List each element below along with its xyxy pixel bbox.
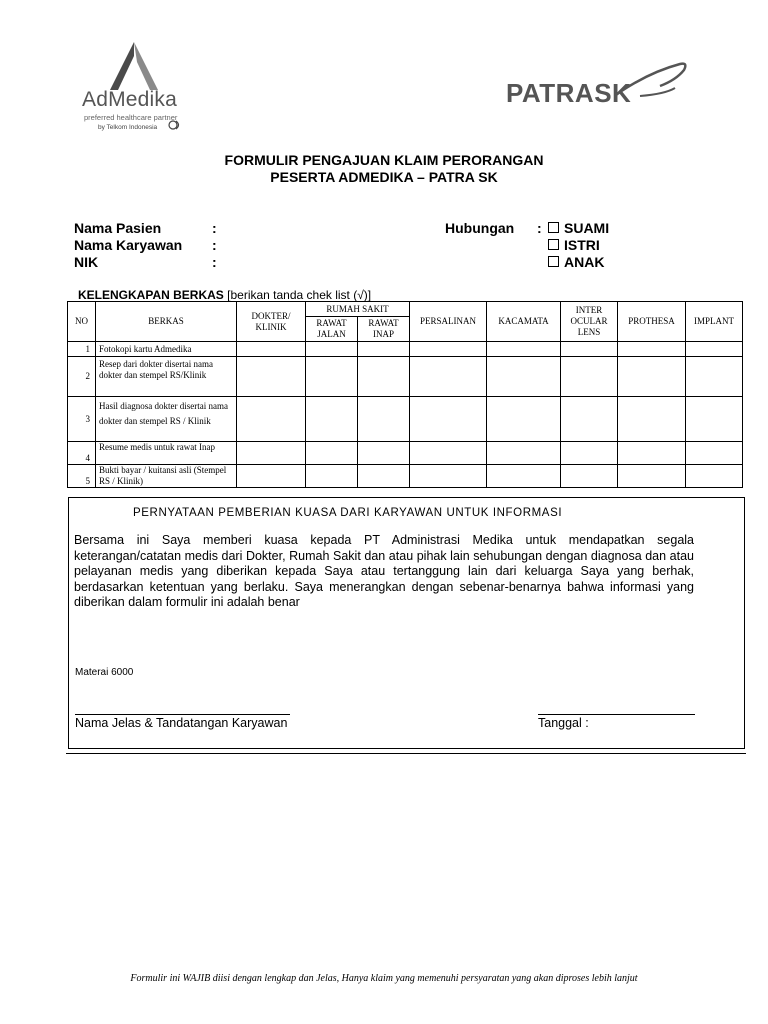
form-title-line1: FORMULIR PENGAJUAN KLAIM PERORANGAN — [224, 152, 544, 168]
cell-implant[interactable] — [686, 442, 743, 465]
form-title-line2: PESERTA ADMEDIKA – PATRA SK — [270, 169, 498, 185]
nik-colon[interactable]: : — [212, 254, 217, 270]
row-no: 5 — [68, 465, 96, 488]
header-persalinan: PERSALINAN — [410, 302, 487, 342]
kelengkapan-heading — [78, 288, 371, 302]
header-implant: IMPLANT — [686, 302, 743, 342]
cell-prothesa[interactable] — [618, 465, 686, 488]
checkbox-suami[interactable] — [548, 222, 559, 233]
declaration-title: PERNYATAAN PEMBERIAN KUASA DARI KARYAWAN UNTUK INFORMASI — [133, 507, 563, 519]
row-berkas: Resep dari dokter disertai nama dokter dan stempel RS/Klinik — [96, 357, 237, 397]
date-line[interactable] — [538, 714, 695, 715]
cell-rawat-jalan[interactable] — [306, 342, 358, 357]
cell-inter-ocular[interactable] — [561, 442, 618, 465]
cell-inter-ocular[interactable] — [561, 397, 618, 442]
materai-label: Materai 6000 — [75, 667, 134, 678]
hubungan-label: Hubungan — [445, 220, 515, 236]
cell-dokter[interactable] — [237, 342, 306, 357]
row-berkas: Fotokopi kartu Admedika — [96, 342, 237, 357]
cell-rawat-inap[interactable] — [358, 342, 410, 357]
checkbox-istri[interactable] — [548, 239, 559, 250]
table-row — [68, 342, 743, 357]
cell-kacamata[interactable] — [487, 442, 561, 465]
cell-persalinan[interactable] — [410, 357, 487, 397]
option-istri[interactable] — [548, 237, 600, 253]
kelengkapan-title: KELENGKAPAN BERKAS — [78, 288, 224, 302]
admedika-tagline: preferred healthcare partner — [84, 113, 178, 122]
row-no: 2 — [68, 357, 96, 397]
cell-dokter[interactable] — [237, 442, 306, 465]
signature-label: Nama Jelas & Tandatangan Karyawan — [75, 716, 288, 730]
cell-inter-ocular[interactable] — [561, 342, 618, 357]
option-anak[interactable] — [548, 254, 604, 270]
admedika-a-mark-icon — [104, 40, 164, 92]
cell-kacamata[interactable] — [487, 357, 561, 397]
header-rawat-inap: RAWAT INAP — [358, 317, 410, 342]
cell-inter-ocular[interactable] — [561, 465, 618, 488]
cell-rawat-inap[interactable] — [358, 465, 410, 488]
cell-rawat-inap[interactable] — [358, 442, 410, 465]
admedika-brand-name: AdMedika — [82, 88, 177, 111]
cell-prothesa[interactable] — [618, 357, 686, 397]
cell-persalinan[interactable] — [410, 465, 487, 488]
cell-kacamata[interactable] — [487, 465, 561, 488]
cell-dokter[interactable] — [237, 357, 306, 397]
cell-implant[interactable] — [686, 465, 743, 488]
nama-pasien-label: Nama Pasien — [74, 220, 162, 236]
cell-dokter[interactable] — [237, 465, 306, 488]
option-istri-label: ISTRI — [564, 237, 600, 253]
hubungan-colon: : — [537, 220, 542, 236]
header-berkas: BERKAS — [96, 302, 237, 342]
cell-prothesa[interactable] — [618, 397, 686, 442]
table-row — [68, 397, 743, 442]
row-no: 1 — [68, 342, 96, 357]
footer-note: Formulir ini WAJIB diisi dengan lengkap dan Jelas, Hanya klaim yang memenuhi persyaratan yang akan diproses lebih lanjut — [130, 973, 638, 984]
cell-implant[interactable] — [686, 357, 743, 397]
cell-persalinan[interactable] — [410, 442, 487, 465]
header-prothesa: PROTHESA — [618, 302, 686, 342]
kelengkapan-hint: [berikan tanda chek list (√)] — [227, 288, 372, 302]
patra-brand-name: PATRASK — [506, 78, 632, 108]
nama-karyawan-colon[interactable]: : — [212, 237, 217, 253]
cell-rawat-jalan[interactable] — [306, 357, 358, 397]
berkas-table — [67, 301, 743, 488]
option-suami-label: SUAMI — [564, 220, 610, 236]
row-no: 3 — [68, 397, 96, 442]
cell-persalinan[interactable] — [410, 342, 487, 357]
date-label: Tanggal : — [538, 716, 589, 730]
cell-rawat-inap[interactable] — [358, 397, 410, 442]
cell-inter-ocular[interactable] — [561, 357, 618, 397]
cell-rawat-inap[interactable] — [358, 357, 410, 397]
option-suami[interactable] — [548, 220, 609, 236]
row-berkas: Hasil diagnosa dokter disertai nama dokter dan stempel RS / Klinik — [96, 397, 237, 442]
cell-rawat-jalan[interactable] — [306, 465, 358, 488]
header-no: NO — [68, 302, 96, 342]
row-berkas: Bukti bayar / kuitansi asli (Stempel RS / Klinik) — [96, 465, 237, 488]
row-no: 4 — [68, 442, 96, 465]
declaration-body: Bersama ini Saya memberi kuasa kepada PT Administrasi Medika untuk mendapatkan segala keterangan/catatan medis dari Dokter, Rumah Sakit dan atau pihak lain sehubungan dengan diagnosa dan atau pelayanan medis yang diberikan kepada Saya atau tertanggung lain dari keluarga Saya yang berhak, berdasarkan ketentuan yang berlaku. Saya menerangkan dengan sebenar-benarnya bahwa informasi yang diberikan dalam formulir ini adalah benar — [74, 533, 694, 609]
header-dokter: DOKTER/ KLINIK — [237, 302, 306, 342]
table-row — [68, 465, 743, 488]
cell-persalinan[interactable] — [410, 397, 487, 442]
header-kacamata: KACAMATA — [487, 302, 561, 342]
row-berkas: Resume medis untuk rawat Inap — [96, 442, 237, 465]
cell-implant[interactable] — [686, 397, 743, 442]
cell-kacamata[interactable] — [487, 397, 561, 442]
declaration-bottom-rule — [66, 753, 746, 754]
cell-prothesa[interactable] — [618, 442, 686, 465]
checkbox-anak[interactable] — [548, 256, 559, 267]
patra-sk-logo — [500, 52, 690, 112]
nik-label: NIK — [74, 254, 99, 270]
cell-rawat-jalan[interactable] — [306, 442, 358, 465]
cell-kacamata[interactable] — [487, 342, 561, 357]
admedika-logo — [80, 40, 190, 140]
header-rawat-jalan: RAWAT JALAN — [306, 317, 358, 342]
cell-prothesa[interactable] — [618, 342, 686, 357]
option-anak-label: ANAK — [564, 254, 605, 270]
table-row — [68, 357, 743, 397]
cell-dokter[interactable] — [237, 397, 306, 442]
telkom-mark-icon — [168, 119, 182, 131]
admedika-parent: by Telkom Indonesia — [98, 124, 158, 131]
signature-line[interactable] — [75, 714, 290, 715]
header-inter-ocular: INTER OCULAR LENS — [561, 302, 618, 342]
cell-rawat-jalan[interactable] — [306, 397, 358, 442]
table-row — [68, 442, 743, 465]
nama-karyawan-label: Nama Karyawan — [74, 237, 183, 253]
cell-implant[interactable] — [686, 342, 743, 357]
header-rumah-sakit: RUMAH SAKIT — [306, 302, 410, 317]
nama-pasien-colon[interactable]: : — [212, 220, 217, 236]
